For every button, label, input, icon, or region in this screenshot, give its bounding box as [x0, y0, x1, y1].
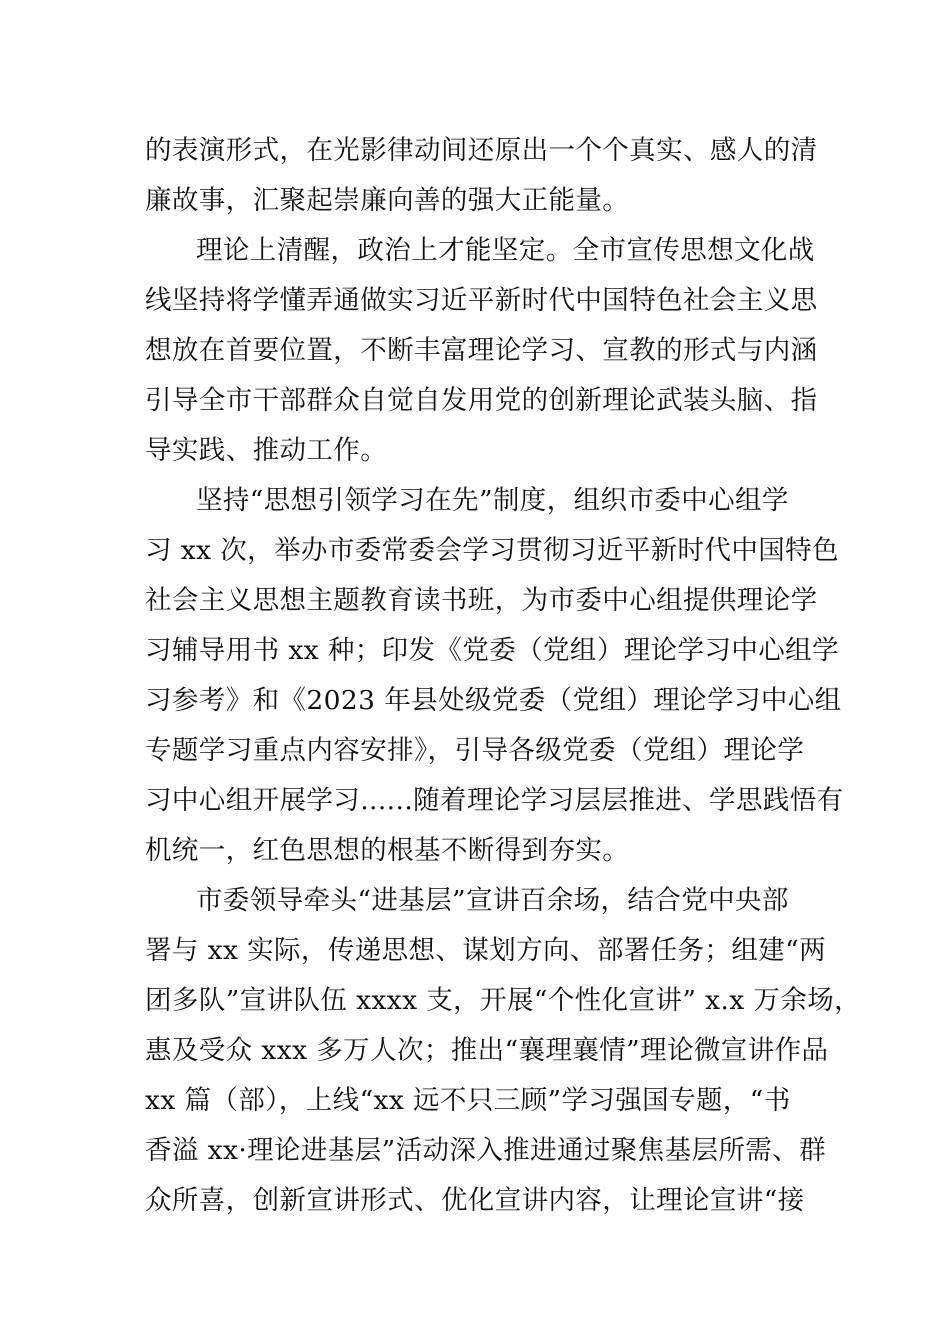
text-line: 社会主义思想主题教育读书班，为市委中心组提供理论学: [145, 585, 818, 616]
text-line: 想放在首要位置，不断丰富理论学习、宣教的形式与内涵: [145, 335, 818, 366]
text-line: 机统一，红色思想的根基不断得到夯实。: [145, 835, 630, 866]
text-line: 习辅导用书 xx 种；印发《党委（党组）理论学习中心组学: [145, 635, 839, 666]
text-line: 专题学习重点内容安排》，引导各级党委（党组）理论学: [145, 735, 805, 766]
text-line: 习参考》和《2023 年县处级党委（党组）理论学习中心组: [145, 685, 842, 716]
text-line: 惠及受众 xxx 多万人次；推出“襄理襄情”理论微宣讲作品: [145, 1035, 829, 1066]
paragraph-first-line: 坚持“思想引领学习在先”制度，组织市委中心组学: [196, 485, 789, 516]
text-line: 习 xx 次，举办市委常委会学习贯彻习近平新时代中国特色: [145, 535, 839, 566]
text-line: 廉故事，汇聚起崇廉向善的强大正能量。: [145, 185, 630, 216]
text-line: 的表演形式，在光影律动间还原出一个个真实、感人的清: [145, 135, 818, 166]
text-line: 线坚持将学懂弄通做实习近平新时代中国特色社会主义思: [145, 285, 818, 316]
text-line: 导实践、推动工作。: [145, 435, 388, 466]
text-line: 众所喜，创新宣讲形式、优化宣讲内容，让理论宣讲“接: [145, 1185, 805, 1216]
text-line: xx 篇（部），上线“xx 远不只三顾”学习强国专题，“书: [145, 1085, 791, 1116]
paragraph-first-line: 理论上清醒，政治上才能坚定。全市宣传思想文化战: [196, 235, 815, 266]
text-line: 香溢 xx·理论进基层”活动深入推进通过聚焦基层所需、群: [145, 1135, 826, 1166]
text-line: 团多队”宣讲队伍 xxxx 支，开展“个性化宣讲” x.x 万余场，: [145, 985, 862, 1016]
text-line: 引导全市干部群众自觉自发用党的创新理论武装头脑、指: [145, 385, 818, 416]
text-line: 署与 xx 实际，传递思想、谋划方向、部署任务；组建“两: [145, 935, 826, 966]
paragraph-first-line: 市委领导牵头“进基层”宣讲百余场，结合党中央部: [196, 885, 789, 916]
text-line: 习中心组开展学习......随着理论学习层层推进、学思践悟有: [145, 785, 844, 816]
